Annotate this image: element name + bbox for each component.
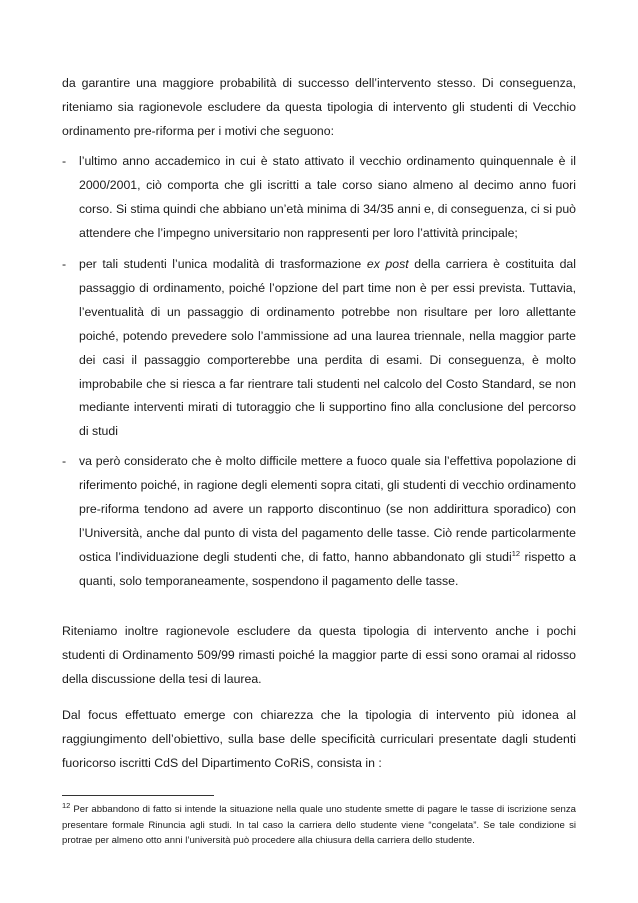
bullet-text-2-part-a: per tali studenti l’unica modalità di trasformazione [79, 257, 367, 271]
bullet-text-1: l’ultimo anno accademico in cui è stato attivato il vecchio ordinamento quinquennale è il 2000/2001, ciò comporta che gli iscritti a tale corso siano almeno al decimo anno fuori corso. Si stima quindi che abbiano un’età minima di 34/35 anni e, di conseguenza, ci si può attendere che l’impegno universitario non rappresenti per loro l’attività principale; [79, 154, 576, 240]
bullet-item-3 [62, 450, 576, 593]
paragraph-intro: da garantire una maggiore probabilità di successo dell’intervento stesso. Di conseguenza, riteniamo sia ragionevole escludere da questa tipologia di intervento gli studenti di Vecchio ordinamento pre-riforma per i motivi che seguono: [62, 76, 576, 138]
bullet-item-2 [62, 253, 576, 444]
footnote-separator [62, 795, 214, 796]
italic-term-ex-post: ex post [366, 257, 409, 271]
paragraph-ordinamento: Riteniamo inoltre ragionevole escludere da questa tipologia di intervento anche i pochi studenti di Ordinamento 509/99 rimasti poiché la maggior parte di essi sono oramai al ridosso della discussione della tesi di laurea. [62, 624, 576, 686]
bullet-text-2 [79, 253, 576, 444]
bullet-item-1 [62, 150, 576, 246]
bullet-dash: - [62, 154, 67, 168]
footnote-text: Per abbandono di fatto si intende la situazione nella quale uno studente smette di pagare le tasse di iscrizione senza presentare formale Rinuncia agli studi. In tal caso la carriera dello studente viene “congelata”. Se tale condizione si protrae per almeno otto anni l’università può procedere alla chiusura della carriera dello studente. [62, 804, 576, 846]
footnote [62, 802, 576, 849]
bullet-dash: - [62, 454, 67, 468]
paragraph-focus: Dal focus effettuato emerge con chiarezza che la tipologia di intervento più idonea al raggiungimento dell’obiettivo, sulla base delle specificità curriculari presentate dagli studenti fuoricorso iscritti CdS del Dipartimento CoRiS, consista in : [62, 708, 576, 770]
footnote-reference[interactable]: 12 [511, 548, 521, 558]
bullet-dash: - [62, 257, 67, 271]
footnote-number: 12 [62, 800, 71, 810]
bullet-text-2-part-b: della carriera è costituita dal passaggio di ordinamento, poiché l’opzione del part time non è per essi prevista. Tuttavia, l’eventualità di un passaggio di ordinamento potrebbe non risultare per loro allettante poiché, potendo prevedere solo l’ammissione ad una laurea triennale, nella maggior parte dei casi il passaggio comporterebbe una perdita di esami. Di conseguenza, è molto improbabile che si riesca a far rientrare tali studenti nel calcolo del Costo Standard, se non mediante interventi mirati di tutoraggio che li supportino fino alla conclusione del percorso di studi [79, 257, 576, 439]
bullet-text-3-part-a: va però considerato che è molto difficile mettere a fuoco quale sia l’effettiva popolazione di riferimento poiché, in ragione degli elementi sopra citati, gli studenti di vecchio ordinamento pre-riforma tendono ad avere un rapporto discontinuo (se non addirittura sporadico) con l’Università, anche dal punto di vista del pagamento delle tasse. Ciò rende particolarmente ostica l’individuazione degli studenti che, di fatto, hanno abbandonato gli studi [79, 454, 576, 564]
bullet-text-3-part-b: rispetto a quanti, solo temporaneamente, sospendono il pagamento delle tasse. [79, 549, 576, 588]
bullet-text-3 [79, 450, 576, 593]
